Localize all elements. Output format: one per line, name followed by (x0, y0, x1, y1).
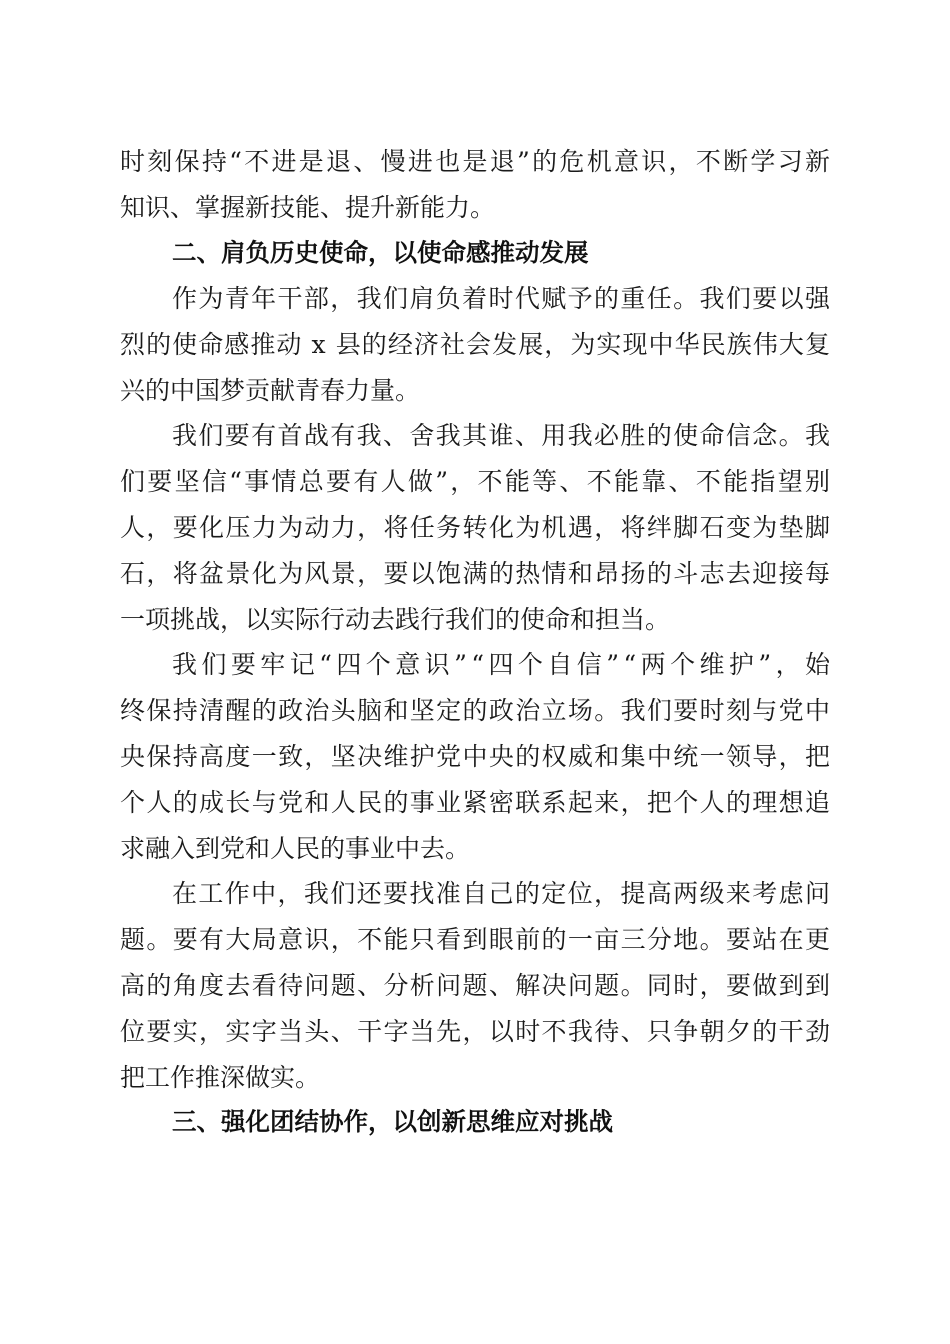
paragraph-line: 题。要有大局意识，不能只看到眼前的一亩三分地。要站在更 (120, 925, 832, 954)
paragraph-line: 我们要牢记“四个意识”“四个自信”“两个维护”，始 (172, 650, 835, 679)
paragraph-line: 位要实，实字当头、干字当先，以时不我待、只争朝夕的干劲 (120, 1017, 832, 1046)
section-heading: 三、强化团结协作，以创新思维应对挑战 (172, 1107, 613, 1136)
paragraph-line: 高的角度去看待问题、分析问题、解决问题。同时，要做到到 (120, 971, 832, 1000)
paragraph-line: 一项挑战，以实际行动去践行我们的使命和担当。 (120, 605, 671, 634)
paragraph-line: 终保持清醒的政治头脑和坚定的政治立场。我们要时刻与党中 (120, 696, 832, 725)
section-heading: 二、肩负历史使命，以使命感推动发展 (172, 238, 589, 267)
paragraph-line: 求融入到党和人民的事业中去。 (120, 834, 471, 863)
paragraph-line: 个人的成长与党和人民的事业紧密联系起来，把个人的理想追 (120, 788, 832, 817)
paragraph-line: 烈的使命感推动 x 县的经济社会发展，为实现中华民族伟大复 (120, 330, 832, 359)
paragraph-line: 我们要有首战有我、舍我其谁、用我必胜的使命信念。我 (172, 421, 832, 450)
paragraph-line: 时刻保持“不进是退、慢进也是退”的危机意识，不断学习新 (120, 147, 833, 176)
paragraph-line: 知识、掌握新技能、提升新能力。 (120, 193, 496, 222)
paragraph-line: 央保持高度一致，坚决维护党中央的权威和集中统一领导，把 (120, 742, 832, 771)
paragraph-line: 把工作推深做实。 (120, 1063, 321, 1092)
paragraph-line: 作为青年干部，我们肩负着时代赋予的重任。我们要以强 (172, 284, 832, 313)
paragraph-line: 们要坚信“事情总要有人做”，不能等、不能靠、不能指望别 (120, 467, 833, 496)
paragraph-line: 人，要化压力为动力，将任务转化为机遇，将绊脚石变为垫脚 (120, 513, 832, 542)
paragraph-line: 在工作中，我们还要找准自己的定位，提高两级来考虑问 (172, 879, 832, 908)
paragraph-line: 石，将盆景化为风景，要以饱满的热情和昂扬的斗志去迎接每 (120, 559, 832, 588)
paragraph-line: 兴的中国梦贡献青春力量。 (120, 376, 421, 405)
